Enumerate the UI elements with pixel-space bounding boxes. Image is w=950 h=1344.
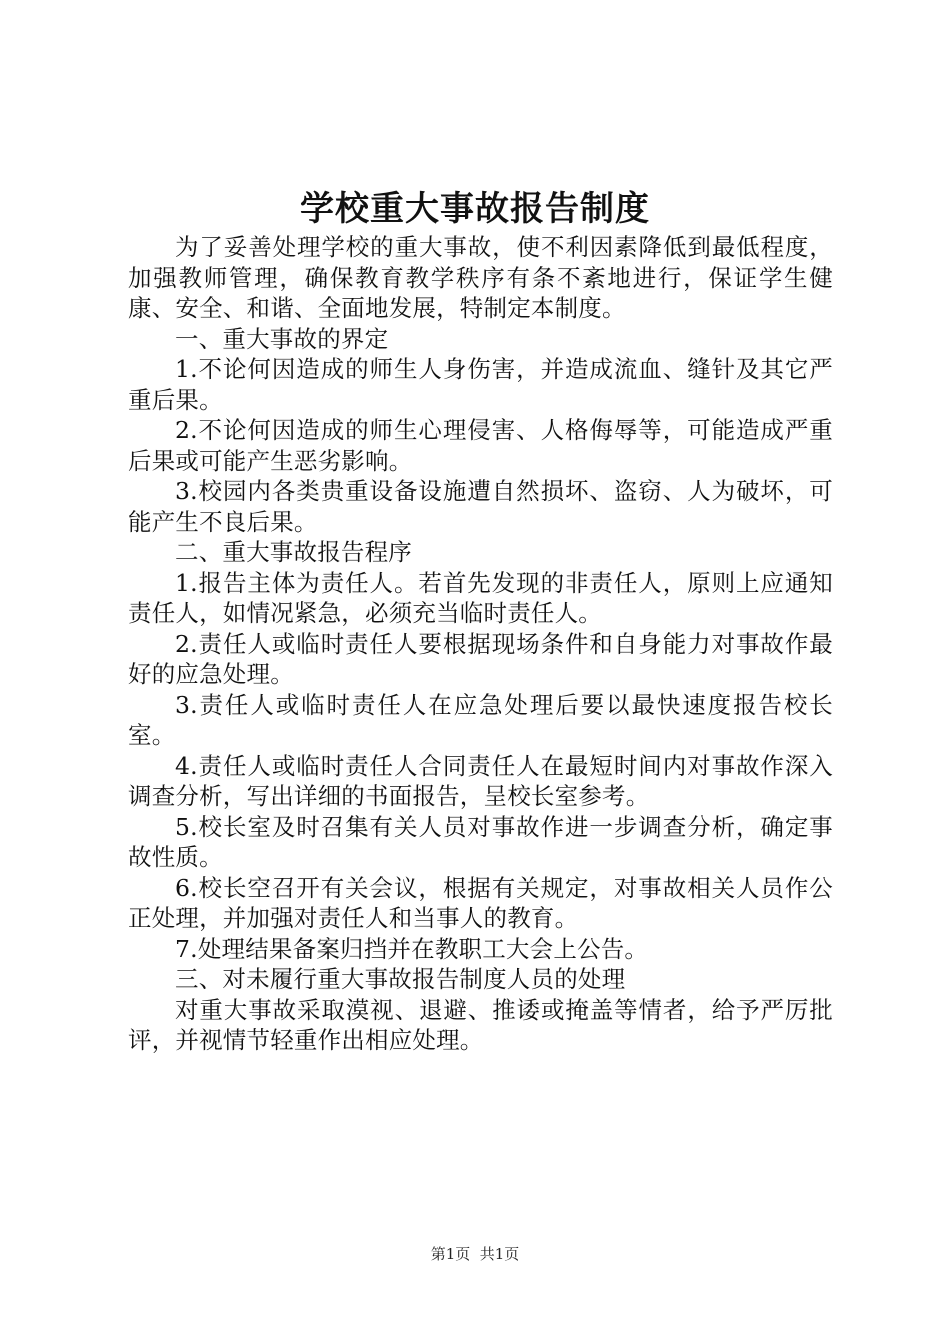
section-2-item-4: 4.责任人或临时责任人合同责任人在最短时间内对事故作深入调查分析，写出详细的书面报告，呈校长室参考。 (128, 751, 833, 810)
section-2-item-7: 7.处理结果备案归挡并在教职工大会上公告。 (175, 934, 649, 963)
intro-paragraph: 为了妥善处理学校的重大事故，使不利因素降低到最低程度，加强教师管理，确保教育教学秩序有条不紊地进行，保证学生健康、安全、和谐、全面地发展，特制定本制度。 (128, 233, 833, 322)
section-2-item-3: 3.责任人或临时责任人在应急处理后要以最快速度报告校长室。 (128, 690, 833, 749)
section-1-item-3: 3.校园内各类贵重设备设施遭自然损坏、盗窃、人为破坏，可能产生不良后果。 (128, 477, 833, 536)
section-heading-2: 二、重大事故报告程序 (175, 538, 412, 566)
section-heading-3: 三、对未履行重大事故报告制度人员的处理 (175, 965, 626, 993)
section-2-item-1: 1.报告主体为责任人。若首先发现的非责任人，原则上应通知责任人，如情况紧急，必须充当临时责任人。 (128, 568, 833, 627)
page-number-label: 第1页 共1页 (430, 1245, 520, 1263)
section-2-item-6: 6.校长空召开有关会议，根据有关规定，对事故相关人员作公正处理，并加强对责任人和当事人的教育。 (128, 873, 833, 932)
section-2-item-2: 2.责任人或临时责任人要根据现场条件和自身能力对事故作最好的应急处理。 (128, 629, 833, 688)
page-footer (0, 1244, 950, 1264)
document-title: 学校重大事故报告制度 (300, 189, 650, 229)
document-body (128, 232, 833, 1056)
section-2-item-5: 5.校长室及时召集有关人员对事故作进一步调查分析，确定事故性质。 (128, 812, 833, 871)
section-heading-1: 一、重大事故的界定 (175, 324, 389, 353)
section-3-paragraph: 对重大事故采取漠视、退避、推诿或掩盖等情者，给予严厉批评，并视情节轻重作出相应处理。 (128, 995, 833, 1054)
section-1-item-2: 2.不论何因造成的师生心理侵害、人格侮辱等，可能造成严重后果或可能产生恶劣影响。 (128, 416, 833, 475)
section-1-item-1: 1.不论何因造成的师生人身伤害，并造成流血、缝针及其它严重后果。 (128, 355, 833, 414)
